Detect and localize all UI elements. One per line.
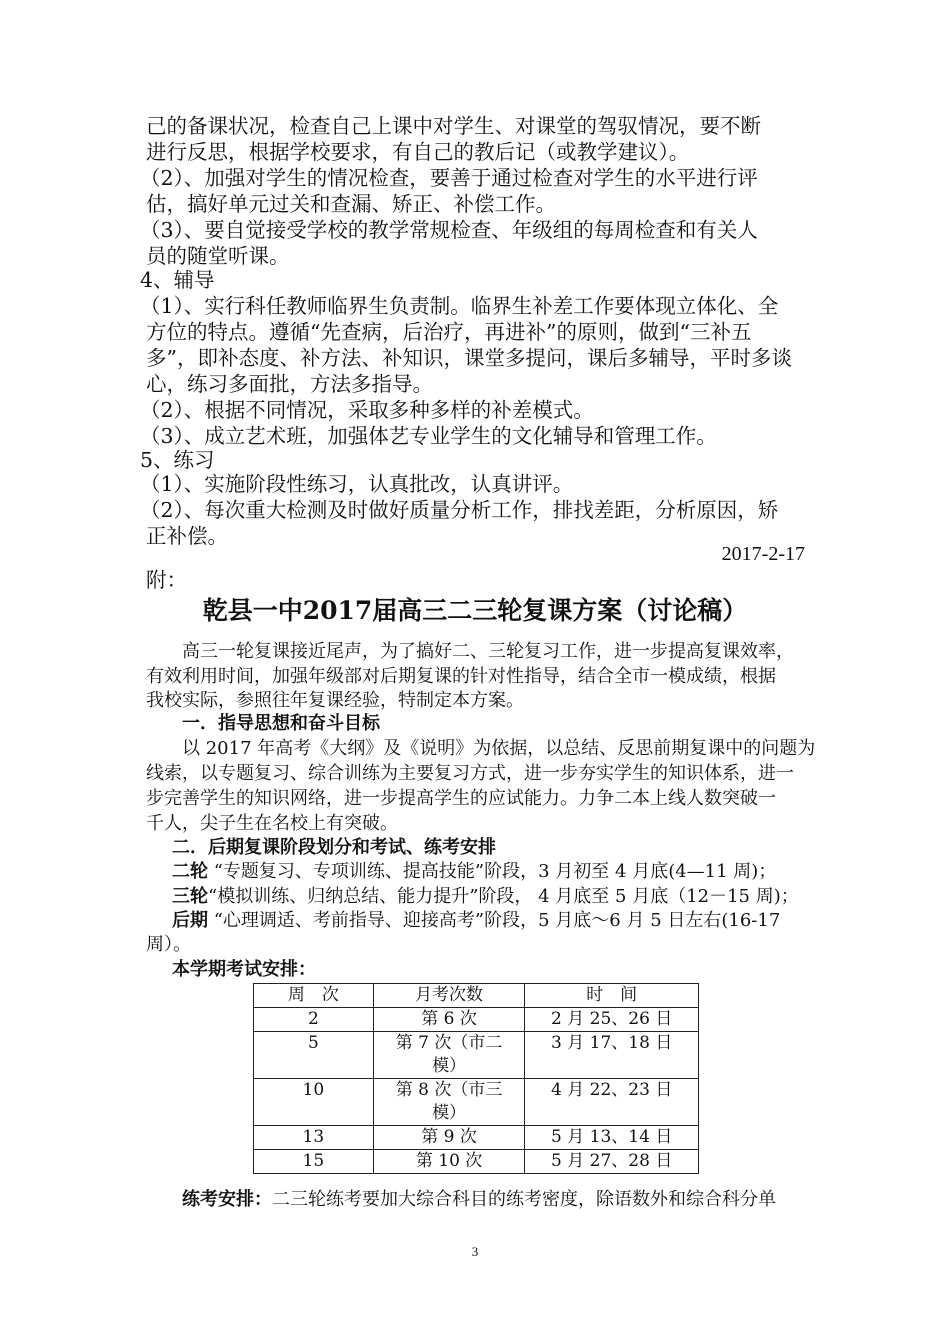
exam-schedule-table — [253, 983, 699, 1174]
text-line: （3）、要自觉接受学校的教学常规检查、年级组的每周检查和有关人 — [140, 218, 758, 242]
round-text: “专题复习、专项训练、提高技能”阶段，3 月初至 4 月底(4—11 周)； — [208, 861, 777, 882]
round-text: “模拟训练、归纳总结、能力提升”阶段， 4 月底至 5 月底（12－15 周)； — [208, 886, 799, 907]
text-line: 方位的特点。遵循“先查病，后治疗，再进补”的原则，做到“三补五 — [146, 320, 752, 344]
exam-heading: 本学期考试安排： — [172, 959, 316, 980]
table-row — [254, 1008, 699, 1032]
table-cell: 第 9 次 — [373, 1126, 525, 1150]
practice-label: 练考安排： — [182, 1189, 272, 1210]
table-header-cell: 时 间 — [525, 984, 699, 1008]
text-line: （2）、每次重大检测及时做好质量分析工作，排找差距，分析原因，矫 — [140, 498, 779, 522]
page-title: 乾县一中2017届高三二三轮复课方案（讨论稿） — [202, 596, 748, 625]
section-heading: 4、辅导 — [140, 268, 215, 292]
text-line: （2）、根据不同情况，采取多种多样的补差模式。 — [140, 398, 594, 422]
practice-arrangement — [182, 1188, 776, 1212]
table-cell: 第 10 次 — [373, 1150, 525, 1174]
attachment-label: 附： — [146, 568, 187, 592]
table-row — [254, 1079, 699, 1126]
section-heading: 5、练习 — [140, 448, 215, 472]
text-line: 我校实际，参照往年复课经验，特制定本方案。 — [146, 690, 524, 711]
table-cell: 13 — [254, 1126, 374, 1150]
practice-text: 二三轮练考要加大综合科目的练考密度，除语数外和综合科分单 — [272, 1189, 776, 1210]
table-row — [254, 1032, 699, 1079]
section-heading: 一．指导思想和奋斗目标 — [182, 713, 380, 734]
cell-text: 模） — [432, 1056, 467, 1076]
text-line: 员的随堂听课。 — [146, 244, 290, 268]
table-header-cell: 月考次数 — [373, 984, 525, 1008]
table-row — [254, 1150, 699, 1174]
table-cell: 2 — [254, 1008, 374, 1032]
text-line: 多”，即补态度、补方法、补知识，课堂多提问，课后多辅导，平时多谈 — [146, 346, 792, 370]
text-line: （1）、实行科任教师临界生负责制。临界生补差工作要体现立体化、全 — [140, 294, 779, 318]
table-cell: 3 月 17、18 日 — [525, 1032, 699, 1079]
text-line: 估，搞好单元过关和查漏、矫正、补偿工作。 — [146, 192, 556, 216]
text-line: 以 2017 年高考《大纲》及《说明》为依据，以总结、反思前期复课中的问题为 — [182, 738, 816, 759]
text-line: （2）、加强对学生的情况检查，要善于通过检查对学生的水平进行评 — [140, 166, 758, 190]
text-line: 己的备课状况，检查自己上课中对学生、对课堂的驾驭情况，要不断 — [146, 114, 761, 138]
table-cell: 5 月 27、28 日 — [525, 1150, 699, 1174]
table-cell: 5 月 13、14 日 — [525, 1126, 699, 1150]
text-line: 步完善学生的知识网络，进一步提高学生的应试能力。力争二本上线人数突破一 — [146, 788, 776, 809]
round-label: 二轮 — [172, 861, 208, 882]
page-number: 3 — [471, 1244, 479, 1259]
schedule-round3 — [172, 885, 799, 909]
cell-text: 模） — [432, 1103, 467, 1123]
cell-text: 第 8 次（市三 — [395, 1080, 503, 1100]
table-cell: 5 — [254, 1032, 374, 1079]
text-line: 正补偿。 — [146, 524, 228, 548]
document-date: 2017-2-17 — [721, 543, 805, 565]
schedule-round2 — [172, 860, 776, 884]
text-line: 进行反思，根据学校要求，有自己的教后记（或教学建议）。 — [146, 140, 690, 164]
table-row — [254, 1126, 699, 1150]
text-line: 高三一轮复课接近尾声，为了搞好二、三轮复习工作，进一步提高复课效率， — [182, 641, 794, 662]
table-header-cell: 周 次 — [254, 984, 374, 1008]
table-cell: 2 月 25、26 日 — [525, 1008, 699, 1032]
text-line: 心，练习多面批，方法多指导。 — [146, 372, 433, 396]
text-line: 千人，尖子生在名校上有突破。 — [146, 813, 398, 834]
table-header-row — [254, 984, 699, 1008]
table-cell: 4 月 22、23 日 — [525, 1079, 699, 1126]
text-line: （3）、成立艺术班，加强体艺专业学生的文化辅导和管理工作。 — [140, 424, 717, 448]
schedule-late — [172, 909, 780, 933]
cell-text: 第 7 次（市二 — [395, 1033, 503, 1053]
text-line: 线索，以专题复习、综合训练为主要复习方式，进一步夯实学生的知识体系，进一 — [146, 763, 794, 784]
round-label: 三轮 — [172, 886, 208, 907]
table-cell — [373, 1032, 525, 1079]
table-cell: 15 — [254, 1150, 374, 1174]
text-line: （1）、实施阶段性练习，认真批改，认真讲评。 — [140, 472, 574, 496]
table-cell: 10 — [254, 1079, 374, 1126]
text-line: 周）。 — [146, 934, 191, 955]
table-cell — [373, 1079, 525, 1126]
section-heading: 二．后期复课阶段划分和考试、练考安排 — [172, 837, 496, 858]
text-line: 有效利用时间，加强年级部对后期复课的针对性指导，结合全市一模成绩，根据 — [146, 666, 776, 687]
round-label: 后期 — [172, 910, 208, 931]
table-cell: 第 6 次 — [373, 1008, 525, 1032]
round-text: “心理调适、考前指导、迎接高考”阶段，5 月底～6 月 5 日左右(16-17 — [208, 910, 781, 931]
